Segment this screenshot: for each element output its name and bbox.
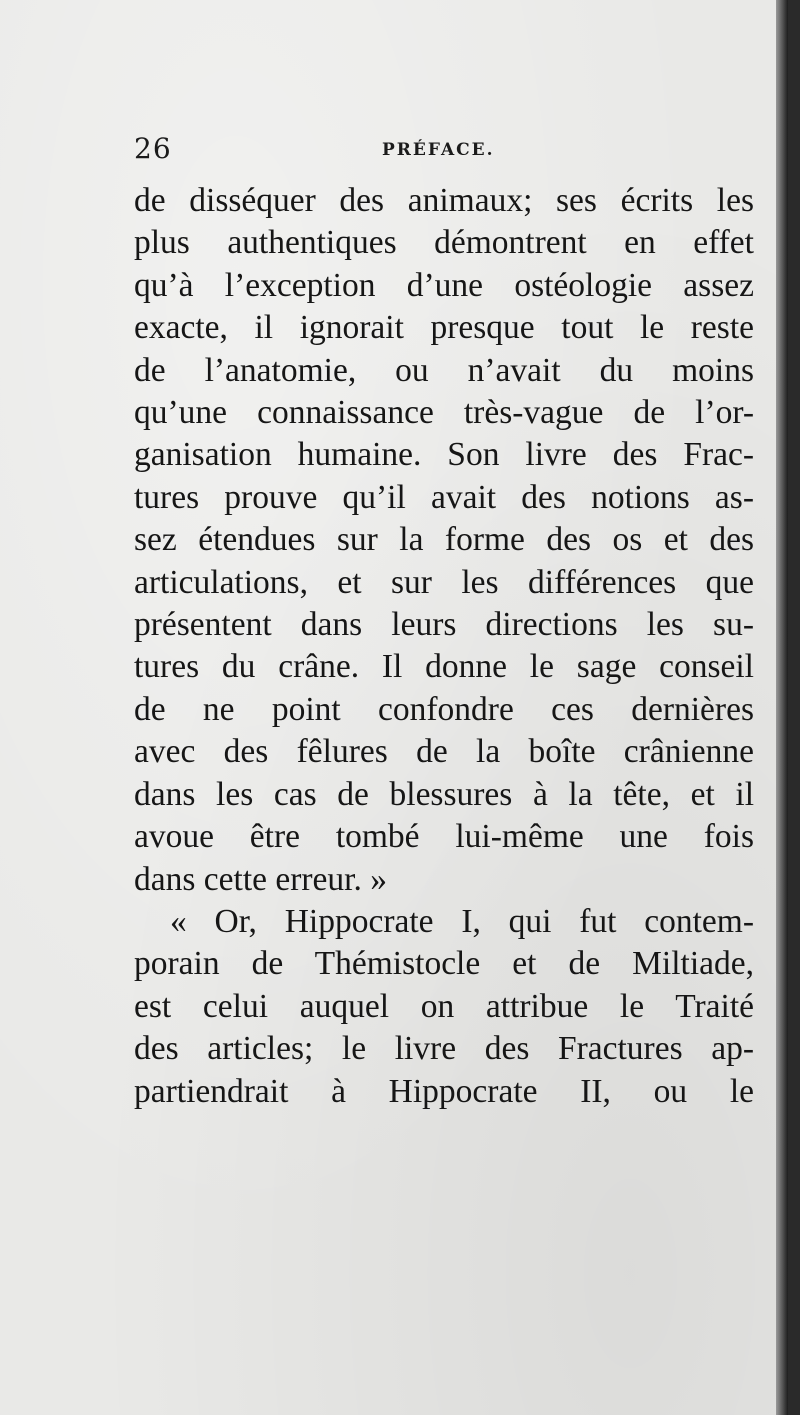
- text-line: partiendrait à Hippocrate II, ou le: [134, 1072, 754, 1110]
- text-line: dans les cas de blessures à la tête, et il: [134, 775, 754, 813]
- page-number: 26: [134, 132, 172, 165]
- text-line: de l’anatomie, ou n’avait du moins: [134, 351, 754, 389]
- text-line: des articles; le livre des Fractures ap-: [134, 1030, 754, 1068]
- text-line: « Or, Hippocrate I, qui fut contem-: [170, 902, 754, 940]
- page-header: [134, 128, 734, 168]
- text-line: ganisation humaine. Son livre des Frac-: [134, 436, 754, 474]
- page-edge-shadow: [776, 0, 788, 1415]
- text-line: de ne point confondre ces dernières: [134, 690, 754, 728]
- text-line: avoue être tombé lui-même une fois: [134, 818, 754, 856]
- text-line: tures du crâne. Il donne le sage conseil: [134, 648, 754, 686]
- text-line: avec des fêlures de la boîte crânienne: [134, 733, 754, 771]
- text-line: plus authentiques démontrent en effet: [134, 224, 754, 262]
- running-head: PRÉFACE.: [382, 140, 495, 160]
- text-line: est celui auquel on attribue le Traité: [134, 987, 754, 1025]
- text-line: de disséquer des animaux; ses écrits les: [134, 182, 754, 219]
- text-line: tures prouve qu’il avait des notions as-: [134, 478, 754, 516]
- body-text: [134, 180, 754, 1113]
- text-line: qu’à l’exception d’une ostéologie assez: [134, 266, 754, 304]
- text-line: porain de Thémistocle et de Miltiade,: [134, 945, 754, 983]
- text-line: sez étendues sur la forme des os et des: [134, 521, 754, 559]
- text-line: qu’une connaissance très-vague de l’or-: [134, 394, 754, 432]
- text-line: dans cette erreur. »: [134, 860, 387, 898]
- text-line: présentent dans leurs directions les su-: [134, 606, 754, 644]
- text-line: articulations, et sur les différences que: [134, 563, 754, 601]
- text-line: exacte, il ignorait presque tout le reste: [134, 309, 754, 347]
